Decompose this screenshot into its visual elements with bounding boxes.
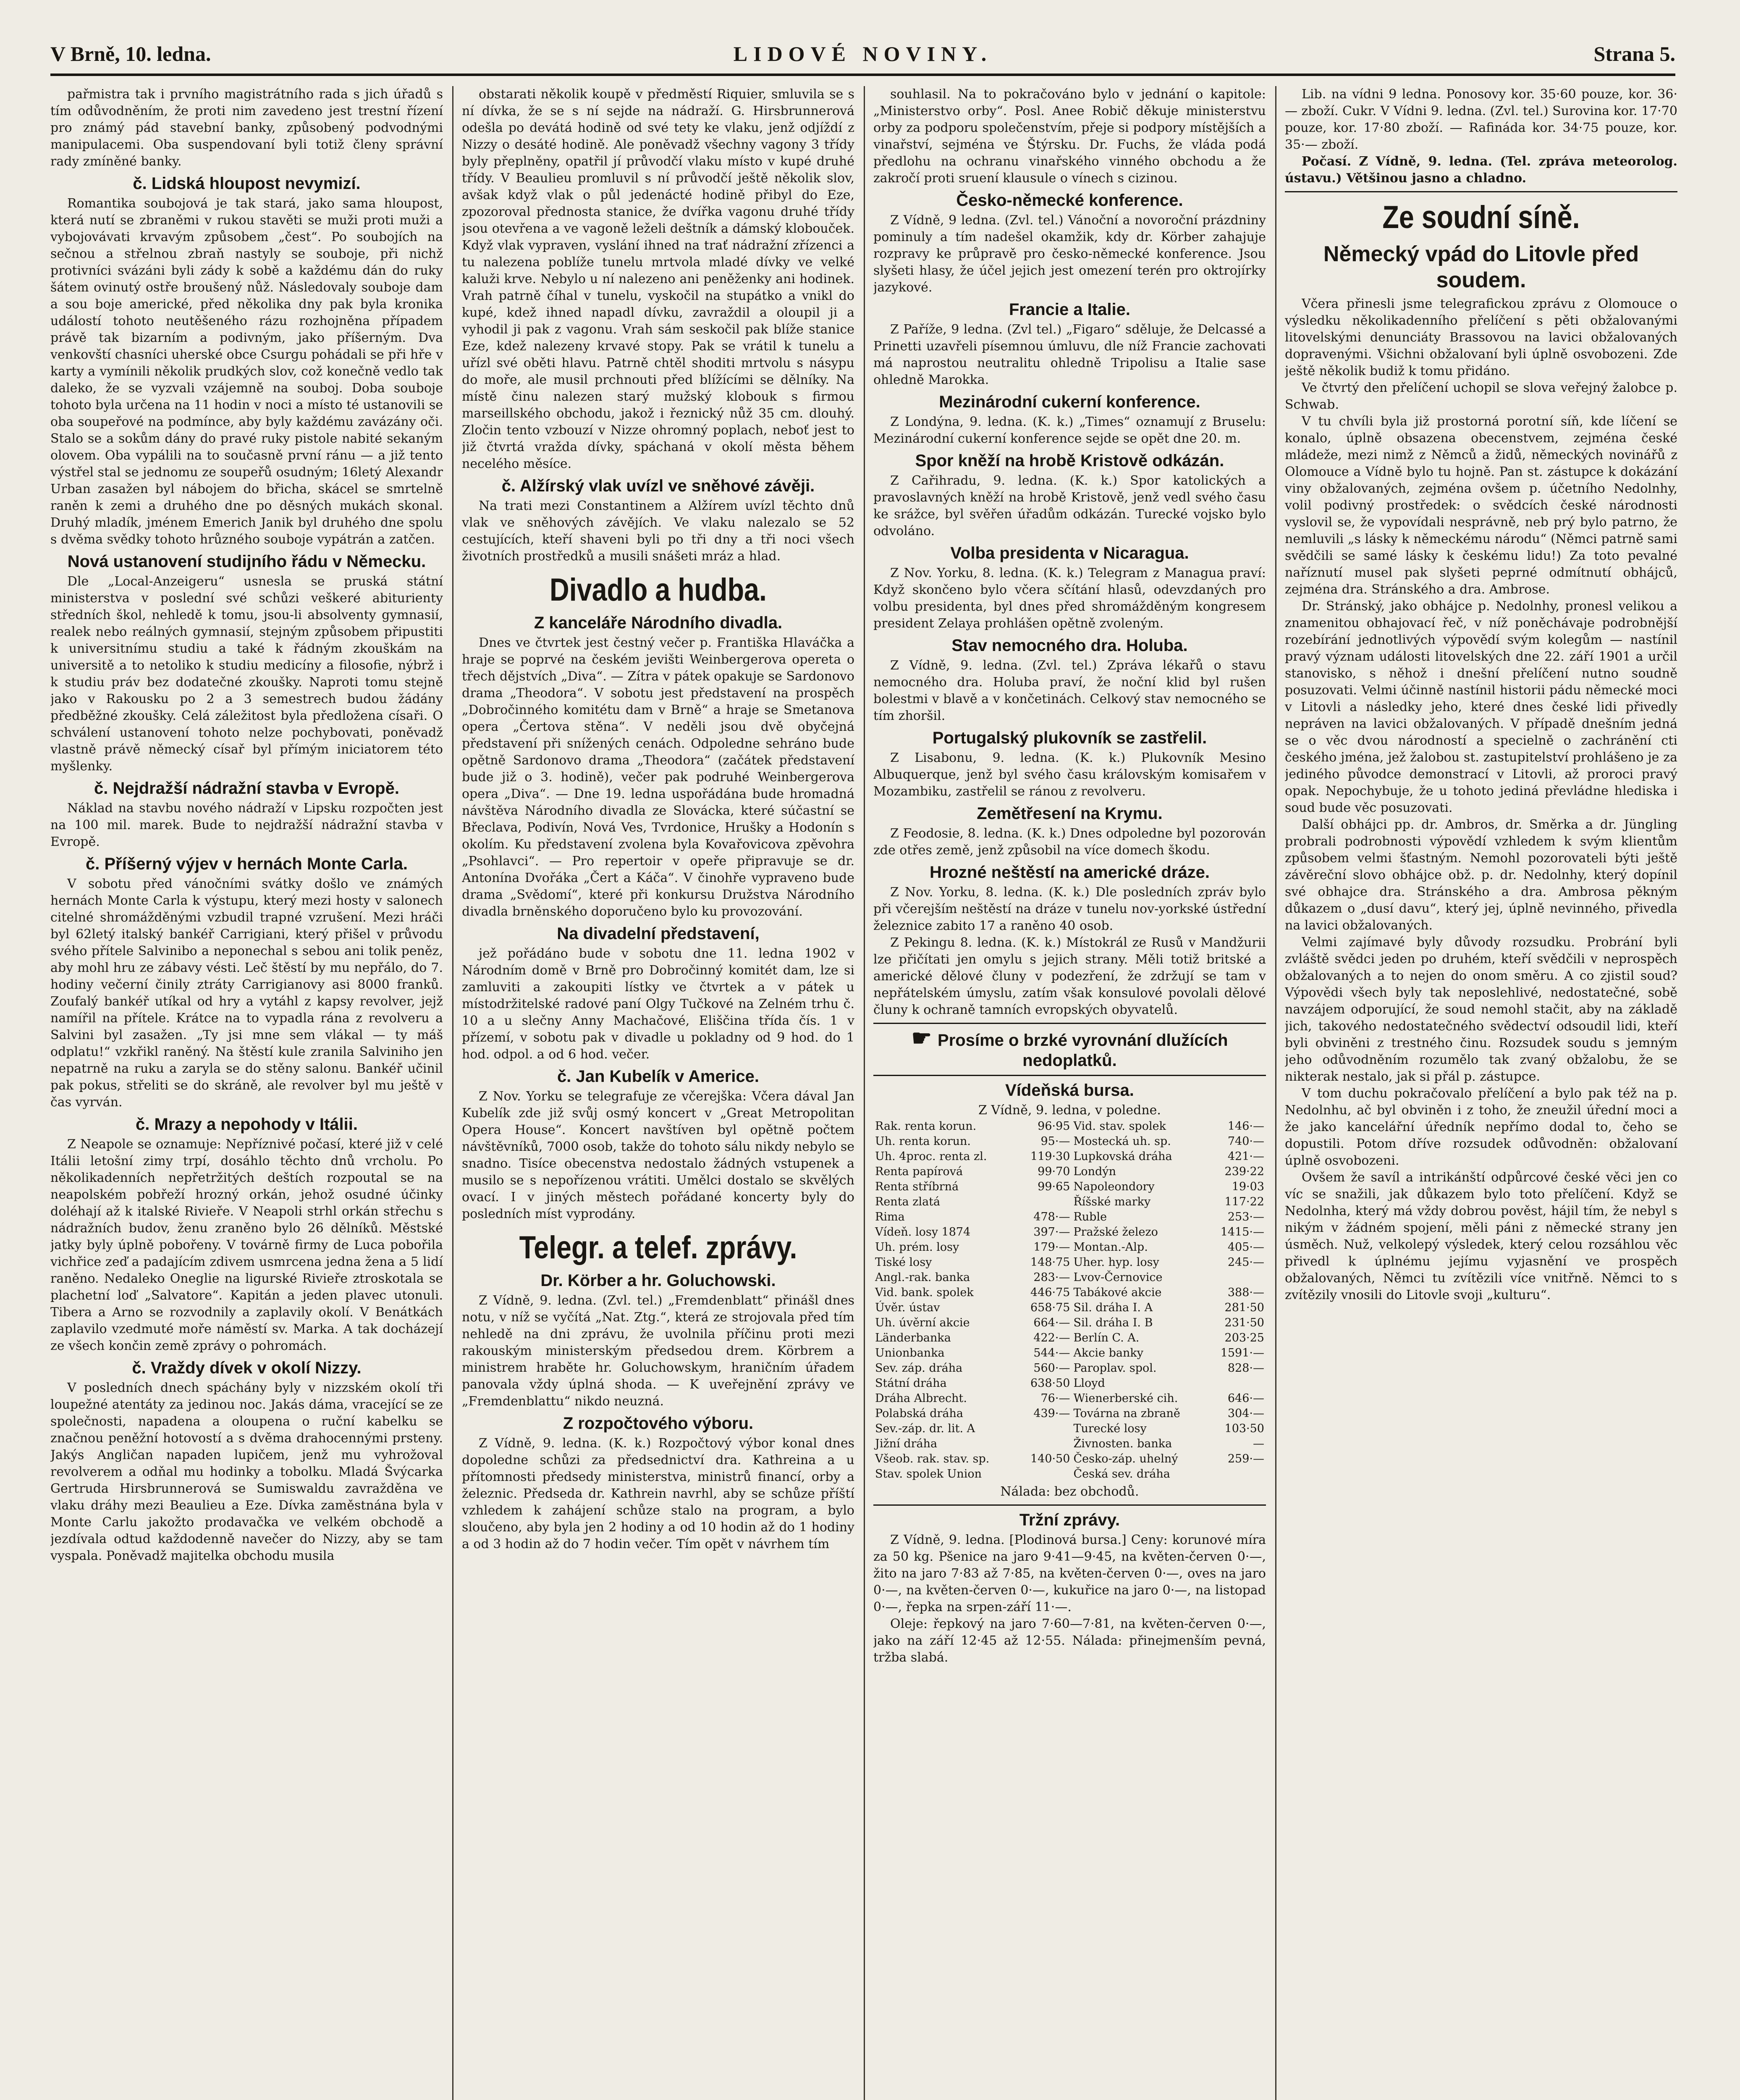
stock-name: Uh. prém. losy xyxy=(875,1241,959,1254)
stock-name: Dráha Albrecht. xyxy=(875,1392,967,1405)
article-paragraph: Z Neapole se oznamuje: Nepříznivé počasí, které již v celé Itálii letošní zimy trpí, dosáhlo těchto dnů vrcholu. Po několikadenních nepřetržitých deštích rozpoutal se na neapolském pobřeží hrozný orkán, jehož osudné účinky doléhají až k italské Rivieře. V Neapoli strhl orkán střechu s nádražních budov, ženu zraněno bylo 26 dělníků. Městské jatky byly úplně pobořeny. V továrně firmy de Luca pobořila vichřice zeď a padajícím zdivem usmrcena jedna žena a 5 lidí raněno. Nedaleko Oneglie na ligurské Rivieře ztroskotala se plachetní loď „Salvatore“. Kapitán a jeden plavec utonuli. Tibera a Arno se rozvodnily a zaplavily okolí. V Benátkách zaplavilo vzedmuté moře náměstí sv. Marka. A tak docházejí ze všech končin země zprávy o pohromách. xyxy=(50,1137,443,1353)
stock-name: Vid. bank. spolek xyxy=(875,1286,974,1299)
article-heading: č. Alžírský vlak uvízl ve sněhové závěji. xyxy=(501,477,815,495)
stock-row xyxy=(873,1270,1266,1285)
stock-name: Länderbanka xyxy=(875,1331,951,1344)
stock-row xyxy=(873,1164,1266,1179)
stock-name: Všeob. rak. stav. sp. xyxy=(875,1452,990,1465)
article-paragraph: V sobotu před vánočními svátky došlo ve známých hernách Monte Carla k výstupu, který mezi hosty v salonech citelné shromážděnými vzbudil trapné vzrušení. Mezi hráči byl 62letý italský bankéř Carrigiani, který přišel v průvodu svého přítele Salvinibo a neponechal s sebou ani tolik peněz, aby mohl hru ze zábavy vésti. Leč štěstí by mu nepřálo, do 7. hodiny večerní činily ztráty Carrigianovy asi 8000 franků. Zoufalý bankéř utíkal od hry a vytáhl z kapsy revolver, jejž namířil na přítele. Krátce na to vypadla rána z revolveru a Salvini byl zasažen. „Ty jsi mne sem vlákal — ty máš odplatu!“ vzkřikl raněný. Na štěstí kule zranila Salviniho jen nepatrně na ruku a zaryla se do stěny salonu. Bankéř učinil pak pokus, střeliti se do skráně, ale revolver byl mu ještě v čas vyrván. xyxy=(50,877,443,1110)
stock-name: Továrna na zbraně xyxy=(1073,1407,1180,1420)
article-paragraph: souhlasil. Na to pokračováno bylo v jednání o kapitole: „Ministerstvo orby“. Posl. Anee Robič děkuje ministerstvu orby za podporu společenstvím, přeje si podpory místějších a vinařství, sejména ve Štýrsku. Dr. Fuchs, že vláda podá předlohu na ochranu vinařského vinného obchodu a že zakročí proti sruení klausule o vínech s cizinou. xyxy=(873,87,1266,186)
stock-price: 19·03 xyxy=(1232,1180,1264,1193)
column-divider xyxy=(452,86,453,2100)
stock-name: Lvov-Černovice xyxy=(1073,1271,1163,1284)
article-paragraph: Z Feodosie, 8. ledna. (K. k.) Dnes odpoledne byl pozorován zde otřes země, jenž způsobil na více domech škodu. xyxy=(873,826,1266,858)
article-paragraph: Romantika soubojová je tak stará, jako sama hloupost, která nutí se zbraněmi v rukou stavěti se muži proti muži a vybojovávati krvavým způsobem „čest“. Po soubojích na sečnou a střelnou zbraň nastyly se souboje, při nichž protivníci svázáni byli zády k sobě a každému dán do ruky šátem ovinutý ostře broušený nůž. Následovaly souboje dam a sou boje americké, před několika dny pak byla kronika událostí tohoto neutěšeného rázu rozhojněna případem právě tak bizarním a podivným, jako příšerným. Dva venkovští chasníci uherské obce Csurgu pohádali se při hře v karty a vymínili několik prudkých slov, což konečně vedlo tak daleko, že se vyzvali vzájemně na souboj. Doba souboje tohoto byla určena na 11 hodin v noci a místo té ustanovili se oba soupeřové na podmínce, aby byly každému zavázány oči. Stalo se a sokům dány do pravé ruky pistole nabité sekaným olovem. Oba vypálili na to současně první ránu — a již tento výstřel stal se jednomu ze soupeřů osudným; 16letý Alexandr Urban zasažen byl nábojem do břicha, skácel se smrtelně raněn k zemi a druhého dne po děsných mukách skonal. Druhý mladík, jménem Emerich Janik byl druhého dne spolu s dvěma svědky tohoto hrůzného souboje vypátrán a zatčen. xyxy=(50,196,443,547)
article-paragraph: V tom duchu pokračovalo přelíčení a bylo pak též na p. Nedolnhu, ač byl obviněn i z toho, že zneužil úřední moci a že jako kancelářní úředník nepřímo dodal to, čeho se dopustili. Potom dříve rozsudek odůvodněn: obžalovaní úplně osvobozeni. xyxy=(1285,1086,1677,1168)
article-paragraph: Na trati mezi Constantinem a Alžírem uvízl těchto dnů vlak ve sněhových závějích. Ve vlaku nalezalo se 52 cestujících, kteří shaveni byli po tři dny a tři noci všech životních prostředků a musili snášeti mráz a hlad. xyxy=(462,499,854,564)
article-heading: Na divadelní představení, xyxy=(557,924,760,943)
page-header xyxy=(50,40,1675,76)
stock-row xyxy=(873,1406,1266,1421)
article-heading: č. Vraždy dívek v okolí Nizzy. xyxy=(132,1359,362,1377)
stock-price: 664·— xyxy=(1033,1316,1070,1329)
stock-name: Sil. dráha I. A xyxy=(1073,1301,1153,1314)
stock-price xyxy=(1019,1421,1072,1436)
article-paragraph: Dle „Local-Anzeigeru“ usnesla se pruská státní ministerstva v poslední své schůzi veškeré abiturienty středních škol, nehledě k tomu, jsou-li absolventy gymnasií, realek nebo reálných gymnasií, stejným způsobem připustiti k universitnímu studiu a také k řádným zkouškám na universitě a to netoliko k studiu medicíny a filosofie, nýbrž i k studiu práv bez dodatečné zkoušky. Naproti tomu stejně jako v Rakousku po 2 a 3 semestrech budou žádány předběžné zkoušky. Celá záležitost byla předložena císaři. O schválení ustanovení tohoto nelze pochybovati, poněvadž vlastně právě německý císař byl přímým iniciatorem této myšlenky. xyxy=(50,574,443,774)
stock-price: 544·— xyxy=(1033,1347,1070,1360)
stock-price: 421·— xyxy=(1227,1150,1264,1163)
stock-price: 231·50 xyxy=(1224,1316,1264,1329)
stock-row xyxy=(873,1255,1266,1270)
stock-name: Uher. hyp. losy xyxy=(1073,1256,1159,1269)
section-title-telegrams: Telegr. a telef. zprávy. xyxy=(519,1230,797,1265)
article-paragraph: Náklad na stavbu nového nádraží v Lipsku rozpočten jest na 100 mil. marek. Bude to nejdražší nádražní stavba v Evropě. xyxy=(50,801,443,849)
article-heading: č. Mrazy a nepohody v Itálii. xyxy=(135,1115,358,1134)
stock-price: 117·22 xyxy=(1224,1195,1264,1208)
stock-price xyxy=(1019,1194,1072,1210)
stock-row xyxy=(873,1179,1266,1194)
article-heading: Z kanceláře Národního divadla. xyxy=(534,614,783,632)
article-paragraph: Z Vídně, 9. ledna. (K. k.) Rozpočtový výbor konal dnes dopoledne schůzi za předsednictví dra. Kathreina a u přítomnosti předsedy ministerstva, ministrů financí, orby a železnic. Předseda dr. Kathrein navrhl, aby se schůze příští vzhledem k zahájení schůze stalo na program, a bylo sloučeno, aby byla jen 2 hodiny a od 10 hodin až do 1 hodiny a od 3 hodin až do 7 hodin večer. Tím opět v návrhem tím xyxy=(462,1436,854,1551)
notice-text: Prosíme o brzké vyrovnání dlužících nedoplatků. xyxy=(938,1031,1228,1070)
stock-row xyxy=(873,1346,1266,1361)
stock-name: Berlín C. A. xyxy=(1073,1331,1140,1344)
stock-name: Montan.-Alp. xyxy=(1073,1241,1148,1254)
stock-price xyxy=(1019,1436,1072,1452)
column-1 xyxy=(50,86,443,2100)
stock-price: 1415·— xyxy=(1220,1226,1264,1239)
stock-name: Napoleondory xyxy=(1073,1180,1155,1193)
article-paragraph: Z Nov. Yorku, 8. ledna. (K. k.) Telegram z Managua praví: Když skončeno bylo včera sčítání hlasů, odevzdaných pro volbu presidenta, byl dnes před shromážděným kongresem president Zelaya prohlášen opětně zvoleným. xyxy=(873,566,1266,631)
article-paragraph: Oleje: řepkový na jaro 7·60—7·81, na květen-červen 0·—, jako na září 12·45 až 12·55. Nálada: přinejmenším pevná, tržba slabá. xyxy=(873,1617,1266,1665)
header-date: V Brně, 10. ledna. xyxy=(50,42,211,66)
stock-row xyxy=(873,1285,1266,1300)
article-paragraph: obstarati několik koupě v předměstí Riquier, smluvila se s ní dívka, že se s ní sejde na nádraží. G. Hirsbrunnerová odešla po devátá hodině od své tety ke vlaku, jenž odjíždí z Nizzy o desáté hodině. Ale poněvadž všechny vagony 3 třídy byly přeplněny, opatřil jí průvodčí vlaku místo v kupé druhé třídy. V Beaulieu promluvil s ní průvodčí ještě několik slov, avšak když vlak o půl jedenácté hodině přibyl do Eze, zpozoroval přednosta stanice, že dvířka vagonu druhé třídy jsou otevřena a ve vagoně leželi deštník a dámský klobouček. Když vlak vypraven, vyslání ihned na trať nádražní zřízenci a tu nalezena poblíže tunelu mrtvola mladé dívky ve velké kaluži krve. Nebylo u ní nalezeno ani peněženky ani hodinek. Vrah patrně číhal v tunelu, vyskočil na stupátko a vnikl do kupé, kdež ihned napadl dívku, zavraždil a oloupil ji a vyhodil ji pak z vagonu. Vrah sám seskočil pak blíže stanice Eze, kdež nalezeny krvavé stopy. Pak se vrátil k tunelu a uřízl své oběti hlavu. Patrně chtěl shoditi mrtvolu s násypu do moře, ale musil prchnouti před blížícími se dělníky. Na místě činu nalezen starý mužský klobouk s firmou marseillského obchodu, jakož i řeznický nůž 35 cm. dlouhý. Zločin tento vzbouzí v Nizze ohromný poplach, neboť jest to již čtvrtá vražda dívky, spáchaná v okolí města během necelého měsíce. xyxy=(462,87,854,471)
stock-price xyxy=(1019,1467,1072,1482)
divider xyxy=(873,1504,1266,1506)
stock-name: Česko-záp. uhelný xyxy=(1073,1452,1178,1465)
stock-name: Lloyd xyxy=(1073,1377,1105,1390)
stock-price: 304·— xyxy=(1227,1407,1264,1420)
article-paragraph: Z Pekingu 8. ledna. (K. k.) Místokrál ze Rusů v Mandžurii lze přičítati jen omylu s jejich strany. Měli totiž britské a americké dělové čluny v podezření, že zdržují se tam v nepřátelském úmyslu, zatím však konsulové povolali dělové čluny k ochraně tamních evropských obyvatelů. xyxy=(873,935,1266,1017)
stock-price: 439·— xyxy=(1033,1407,1070,1420)
article-paragraph: Lib. na vídni 9 ledna. Ponosovy kor. 35·60 pouze, kor. 36·— zboží. Cukr. V Vídni 9. ledna. (Zvl. tel.) Surovina kor. 17·70 pouze, kor. 17·80 zboží. — Rafináda kor. 34·75 pouze, kor. 35·— zboží. xyxy=(1285,87,1677,152)
stock-row xyxy=(873,1467,1266,1482)
stock-name: Polabská dráha xyxy=(875,1407,964,1420)
stock-price: 658·75 xyxy=(1030,1301,1070,1314)
article-heading: Portugalský plukovník se zastřelil. xyxy=(932,729,1207,747)
article-paragraph: V posledních dnech spáchány byly v nizzském okolí tři loupežné atentáty za jedinou noc. Jakás dáma, vracející se ze společnosti, napadena a oloupena o ruční kabelku se značnou peněžní hotovostí a s dvěma drahocennými prsteny. Jakýs Angličan napaden lupičem, jenž mu vyhrožoval revolverem a odňal mu hodinky a tobolku. Mladá Švýcarka Gertruda Hirsbrunnerová se Sumiswaldu zavražděna ve vlaku dráhy mezi Beaulieu a Eze. Dívka zaměstnána byla v Monte Carlu jakožto prodavačka ve velkém obchodě a jezdívala odtud každodenně navečer do Nizzy, aby se tam vyspala. Poněvadž majitelka obchodu musila xyxy=(50,1381,443,1563)
column-divider xyxy=(864,86,865,2100)
stock-price: 388·— xyxy=(1227,1286,1264,1299)
stock-name: Wienerberské cih. xyxy=(1073,1392,1178,1405)
stock-price: 397·— xyxy=(1033,1226,1070,1239)
stock-row xyxy=(873,1452,1266,1467)
stock-price xyxy=(1208,1376,1266,1391)
stock-price: 146·— xyxy=(1227,1120,1264,1133)
stock-row xyxy=(873,1436,1266,1452)
article-heading: č. Příšerný výjev v hernách Monte Carla. xyxy=(85,855,408,873)
stock-name: Rima xyxy=(875,1210,905,1223)
stock-name: Státní dráha xyxy=(875,1377,947,1390)
article-paragraph: Ve čtvrtý den přelíčení uchopil se slova veřejný žalobce p. Schwab. xyxy=(1285,381,1677,412)
stock-price xyxy=(1208,1467,1266,1482)
article-heading: č. Lidská hloupost nevymizí. xyxy=(133,174,361,193)
stock-row xyxy=(873,1119,1266,1134)
stock-row xyxy=(873,1149,1266,1164)
stock-name: Angl.-rak. banka xyxy=(875,1271,970,1284)
article-heading: Stav nemocného dra. Holuba. xyxy=(951,636,1188,655)
market-mood: Nálada: bez obchodů. xyxy=(1000,1484,1139,1499)
stock-price: 638·50 xyxy=(1030,1377,1070,1390)
article-heading: Hrozné neštěstí na americké dráze. xyxy=(930,863,1210,882)
article-paragraph: Včera přinesli jsme telegrafickou zprávu z Olomouce o výsledku několikadenního přelíčení s pěti obžalovanými litovelskými denunciáty Brassovou na lavici obžalovaných dopravenými. Všichni obžalovaní byli úplně osvobozeni. Zde ještě několik budiž k tomu přidáno. xyxy=(1285,297,1677,378)
stock-name: Vid. stav. spolek xyxy=(1073,1120,1166,1133)
stock-price: 646·— xyxy=(1227,1392,1264,1405)
article-heading: Česko-německé konference. xyxy=(956,191,1183,210)
stock-name: Česká sev. dráha xyxy=(1073,1467,1170,1480)
stock-name: Akcie banky xyxy=(1073,1347,1144,1360)
stock-price: 1591·— xyxy=(1220,1347,1264,1360)
weather-report: Počasí. Z Vídně, 9. ledna. (Tel. zpráva meteorolog. ústavu.) Většinou jasno a chladno. xyxy=(1285,154,1677,186)
column-4 xyxy=(1285,86,1677,2100)
stock-price: 478·— xyxy=(1033,1210,1070,1223)
stock-name: Renta stříbrná xyxy=(875,1180,959,1193)
column-divider xyxy=(1275,86,1276,2100)
stock-name: Unionbanka xyxy=(875,1347,945,1360)
stock-name: Uh. úvěrní akcie xyxy=(875,1316,970,1329)
stock-price: 740·— xyxy=(1227,1135,1264,1148)
stock-row xyxy=(873,1240,1266,1255)
stock-name: Sev.-záp. dr. lit. A xyxy=(875,1422,975,1435)
column-3 xyxy=(873,86,1266,2100)
stock-price: 119·30 xyxy=(1030,1150,1070,1163)
article-heading: Volba presidenta v Nicaragua. xyxy=(950,544,1189,562)
stock-name: Londýn xyxy=(1073,1165,1116,1178)
stock-name: Tabákové akcie xyxy=(1073,1286,1162,1299)
stock-name: Stav. spolek Union xyxy=(875,1467,982,1480)
article-heading: Spor kněží na hrobě Kristově odkázán. xyxy=(915,452,1224,470)
article-heading: č. Jan Kubelík v Americe. xyxy=(557,1067,759,1086)
section-title-theatre: Divadlo a hudba. xyxy=(550,572,767,608)
bourse-title: Vídeňská bursa. xyxy=(1005,1081,1134,1100)
stock-name: Sil. dráha I. B xyxy=(1073,1316,1153,1329)
article-paragraph: Z Vídně, 9. ledna. (Zvl. tel.) „Fremdenblatt“ přinášl dnes notu, v níž se vyčítá „Nat. Ztg.“, která ze strojovala před tím nehledě na dni zprávu, že uvolnila příčinu proti mezi rakouským ministerským předsedou drem. Körbrem a ministrem hraběte hr. Goluchowskym, hraničním úřadem panovala vždy úplná shoda. — K uveřejnění zprávy ve „Fremdenblattu“ nikdo neuzná. xyxy=(462,1293,854,1409)
stock-price: 259·— xyxy=(1227,1452,1264,1465)
stock-price: 103·50 xyxy=(1224,1422,1264,1435)
stock-name: Živnosten. banka xyxy=(1073,1437,1172,1450)
article-heading: Mezinárodní cukerní konference. xyxy=(939,393,1200,411)
article-paragraph: Z Vídně, 9. ledna. [Plodinová bursa.] Ceny: korunové míra za 50 kg. Pšenice na jaro 9·41—9·45, na květen-červen 0·—, žito na jaro 7·83 až 7·85, na květen-červen 0·—, oves na jaro 0·—, na květen-červen 0·—, kukuřice na jaro 0·—, na listopad 0·—, řepka na srpen-září 11·—. xyxy=(873,1533,1266,1614)
stock-row xyxy=(873,1376,1266,1391)
article-paragraph: Z Nov. Yorku se telegrafuje ze včerejška: Včera dával Jan Kubelík zde již svůj osmý koncert v „Great Metropolitan Opera House“. Koncert navštíven byl opětně počtem návštěvníků, 7000 osob, takže do tohoto sálu nikdy nebylo se snadno. Tisíce obecenstva nedostalo žádných vstupenek a musilo se s nepořízenou vrátiti. Umělci dostalo se skvělých ovací. I v jiných městech pořádané koncerty byly do posledních míst vyprodány. xyxy=(462,1089,854,1221)
article-paragraph: Z Vídně, 9. ledna. (Zvl. tel.) Zpráva lékařů o stavu nemocného dra. Holuba praví, že noční klid byl rušen bolestmi v blavě a v končetinách. Celkový stav nemocného se tím zhoršil. xyxy=(873,658,1266,723)
stock-price: 422·— xyxy=(1033,1331,1070,1344)
stock-price: 239·22 xyxy=(1224,1165,1264,1178)
stock-name: Renta papírová xyxy=(875,1165,963,1178)
stock-name: Mostecká uh. sp. xyxy=(1073,1135,1171,1148)
stock-price: 560·— xyxy=(1033,1362,1070,1375)
stock-row xyxy=(873,1225,1266,1240)
article-heading: Německý vpád do Litovle před soudem. xyxy=(1323,242,1639,292)
stock-price: 203·25 xyxy=(1224,1331,1264,1344)
article-heading: č. Nejdražší nádražní stavba v Evropě. xyxy=(94,779,399,798)
stock-price: 76·— xyxy=(1040,1392,1070,1405)
article-heading: Francie a Italie. xyxy=(1009,300,1131,319)
article-paragraph: pařmistra tak i prvního magistrátního rada s jich úřadů s tím odůvodněním, že proti nim zavedeno jest trestní řízení pro známý pád stavební banky, způsobený podvodnými manipulacemi. Oba suspendovaní byli totiž členy správní rady zmíněné banky. xyxy=(50,87,443,169)
stock-row xyxy=(873,1331,1266,1346)
article-heading: Zemětřesení na Krymu. xyxy=(977,804,1163,823)
article-paragraph: V tu chvíli byla již prostorná porotní síň, kde líčení se konalo, úplně obsazena obecenstvem, zejména české mládeže, mezi nimž z Němců a židů, německých novinářů z Olomouce a Vídně bylo tu hojně. Pan st. zástupce k dokázání viny obžalovaných, zejména ovšem p. účetního Nedolnhy, volil podivný prostředek: o svědcích české národnosti vyslovil se, že vypovídali nesprávně, neb prý bylo patrno, že nemluvili „s lásky k německému národu“ (Němci patrně sami svědčili se samé lásky k českému lidu!) Za toto pevalné naříznutí musel pak slyšeti peprné odmítnutí obhájců, zejména dra. Stránského a dra. Ambrose. xyxy=(1285,414,1677,597)
stock-name: Tiské losy xyxy=(875,1256,932,1269)
stock-name: Ruble xyxy=(1073,1210,1107,1223)
section-title-court: Ze soudní síně. xyxy=(1382,200,1580,235)
article-paragraph: Z Nov. Yorku, 8. ledna. (K. k.) Dle posledních zpráv bylo při včerejším neštěstí na dráze v tunelu nov-yorkské ústřední železnice zabito 17 a raněno 40 osob. xyxy=(873,885,1266,933)
stock-price: 405·— xyxy=(1227,1241,1264,1254)
grain-market-title: Tržní zprávy. xyxy=(1019,1511,1120,1529)
article-heading: Dr. Körber a hr. Goluchowski. xyxy=(540,1271,776,1290)
stock-name: Lupkovská dráha xyxy=(1073,1150,1172,1163)
stock-price: 446·75 xyxy=(1030,1286,1070,1299)
stock-row xyxy=(873,1315,1266,1331)
stock-name: Úvěr. ústav xyxy=(875,1301,940,1314)
stock-price: 96·95 xyxy=(1038,1120,1070,1133)
column-2 xyxy=(462,86,854,2100)
article-paragraph: Další obhájci pp. dr. Ambros, dr. Směrka a dr. Jüngling probrali podrobnosti výpovědí vzhledem k svým klientům způsobem velmi šťastným. Nemohl pozorovateli býti ještě závěreční slovo obhájce obž. p. dr. Nedolnhy, který dopínil své obhajce dra. Stránského a dra. Ambrosa pěkným důkazem o „dusí davu“, který jej, úplně nevinného, přivedla na lavici obžalovaných. xyxy=(1285,817,1677,933)
stock-row xyxy=(873,1421,1266,1436)
stock-price: 253·— xyxy=(1227,1210,1264,1223)
stock-name: Turecké losy xyxy=(1073,1422,1147,1435)
payment-notice xyxy=(873,1023,1266,1076)
pointing-hand-icon: ☛ xyxy=(911,1026,932,1051)
stock-name: Renta zlatá xyxy=(875,1195,941,1208)
stock-name: Uh. renta korun. xyxy=(875,1135,971,1148)
article-paragraph: Z Lisabonu, 9. ledna. (K. k.) Plukovník Mesino Albuquerque, jenž byl svého času královským komisařem v Mozambiku, zastřelil se ránou z revolveru. xyxy=(873,751,1266,799)
stock-row xyxy=(873,1391,1266,1406)
stock-name: Pražské železo xyxy=(1073,1226,1158,1239)
stock-price: 283·— xyxy=(1033,1271,1070,1284)
stock-price: 99·65 xyxy=(1038,1180,1070,1193)
article-heading: Z rozpočtového výboru. xyxy=(563,1414,754,1433)
article-paragraph: Z Londýna, 9. ledna. (K. k.) „Times“ oznamují z Bruselu: Mezinárodní cukerní konference sejde se opět dne 20. m. xyxy=(873,415,1266,446)
stock-table xyxy=(873,1119,1266,1482)
stock-name: Rak. renta korun. xyxy=(875,1120,977,1133)
stock-name: Říšské marky xyxy=(1073,1195,1151,1208)
stock-price: 245·— xyxy=(1227,1256,1264,1269)
stock-row xyxy=(873,1300,1266,1315)
stock-price: 140·50 xyxy=(1030,1452,1070,1465)
article-paragraph: Dr. Stránský, jako obhájce p. Nedolnhy, pronesl velikou a znamenitou obhajovací řeč, v níž poněchávaje podrobnější rozebírání jednotlivých výpovědí svým kolegům — nastínil pravý význam události litovelských dne 22. září 1901 a určil stanovisko, s něhož i dnešní přelíčení nutno soudně posuzovati. Velmi účinně nastínil historii pádu německé moci v Litovli a následky jeho, které dnes české lidi přivedly nepráven na lavici obžalovaných. V případě dnešním jedná se o věc dvou národností a specielně o zachránění cti českého jména, jež žalobou st. zastupitelství prohlášeno je za jediného původce demonstrací v Litovli, až proroci pravý opak. Nepochybuje, že u tohoto jediná převládne hlediska i soud bude věc posuzovati. xyxy=(1285,599,1677,815)
divider xyxy=(1285,191,1677,192)
stock-row xyxy=(873,1361,1266,1376)
stock-price: 281·50 xyxy=(1224,1301,1264,1314)
bourse-date: Z Vídně, 9. ledna, v poledne. xyxy=(978,1103,1161,1118)
article-heading: Nová ustanovení studijního řádu v Německu. xyxy=(67,552,426,571)
stock-price: 95·— xyxy=(1040,1135,1070,1148)
stock-price: 99·70 xyxy=(1038,1165,1070,1178)
article-paragraph: jež pořádáno bude v sobotu dne 11. ledna 1902 v Národním domě v Brně pro Dobročinný komitét dam, lze si zamluviti a zakoupiti lístky ve čtvrtek a v pátek u místodržitelské radové paní Olgy Tučkové na Zelném trhu č. 10 a u slečny Anny Machačové, Eliščina třída čís. 1 v přízemí, v sobotu pak v divadle u pokladny od 9 hod. do 1 hod. odpol. a od 6 hod. večer. xyxy=(462,946,854,1062)
page-number: Strana 5. xyxy=(1593,42,1675,66)
stock-price xyxy=(1208,1270,1266,1285)
stock-name: Vídeň. losy 1874 xyxy=(875,1226,971,1239)
article-paragraph: Z Cařihradu, 9. ledna. (K. k.) Spor katolických a pravoslavných kněží na hrobě Kristově, jenž vedl svého času ke srážce, byl svěřen úřadům odkázán. Turecké vojsko bylo odvoláno. xyxy=(873,473,1266,538)
stock-name: Paroplav. spol. xyxy=(1073,1362,1157,1375)
stock-row xyxy=(873,1134,1266,1149)
stock-row xyxy=(873,1194,1266,1210)
newspaper-title: LIDOVÉ NOVINY. xyxy=(733,42,993,66)
article-paragraph: Dnes ve čtvrtek jest čestný večer p. Františka Hlaváčka a hraje se poprvé na českém jevišti Weinbergerova opereta o třech dějstvích „Diva“. — Zítra v pátek opakuje se Sardonovo drama „Theodora“. V sobotu jest představení na prospěch „Dobročinného komitétu dam v Brně“ a hraje se Smetanova opera „Čertova stěna“. V neděli jsou dvě obyčejná představení při snížených cenách. Odpoledne sehráno bude opětně Sardonovo drama „Theodora“ (začátek představení bude již o 3. hodině), večer pak podruhé Weinbergerova opera „Diva“. — Dne 19. ledna uspořádána bude hromadná návštěva Národního divadla ze Slovácka, které súčastní se Břeclava, Podivín, Nová Ves, Tvrdonice, Hrušky a Hodonín s okolím. Ku představení zvolena byla Kovařovicova zpěvohra „Psohlavci“. — Pro repertoir v opeře připravuje se dr. Antonína Dvořáka „Čert a Káča“. V činohře vypraveno bude drama „Svědomí“, které při konkursu Družstva Národního divadla brněnského doporučeno bylo ku provozování. xyxy=(462,635,854,919)
stock-price: — xyxy=(1253,1437,1264,1450)
article-paragraph: Z Vídně, 9 ledna. (Zvl. tel.) Vánoční a novoroční prázdniny pominuly a tím nadešel okamžik, kdy dr. Körber zahajuje rozpravy ke průpravě pro česko-německé konference. Jsou slyšeti hlasy, že účel jejich jest omezení terén pro oktrojírky jazykové. xyxy=(873,213,1266,295)
article-paragraph: Velmi zajímavé byly důvody rozsudku. Probrání byli zvláště svědci jeden po druhém, kteří svědčili v neprospěch obžalovaných a to nejen do onom směru. A co zjistil soud? Výpovědi všech byly tak neposlehlivé, nedostatečné, sobě navzájem odporující, že soud nemohl stačit, aby na základě jich, takového nedostatečného svědectví odsoudil lidi, kteří byli obviněni z trestného činu. Rozsudek soudu s jemným jeho odůvodněním rozumělo tak zvaný obžalobu, že se nikterak nestalo, jak si přál p. zástupce. xyxy=(1285,935,1677,1084)
stock-price: 179·— xyxy=(1033,1241,1070,1254)
stock-price: 828·— xyxy=(1227,1362,1264,1375)
article-paragraph: Ovšem že savíl a intrikánští odpůrcové české věci jen co víc se snažili, jak důkazem bylo toto přelíčení. Když se Nedolnha, který má vždy dobrou pověst, hájil tím, že nebyl s nikým v žádném spojení, měli páni z německé strany jen úsměch. Nuž, velkolepý výsledek, který celou rozsáhlou věc přivedl k úplnému jejímu vyjasnění ve prospěch obžalovaných, Němci tu zvítězili více vnitřně. Němci to s zvítězily vnosili do Litovle svoji „kulturu“. xyxy=(1285,1170,1677,1302)
stock-name: Jižní dráha xyxy=(875,1437,938,1450)
stock-row xyxy=(873,1210,1266,1225)
stock-name: Sev. záp. dráha xyxy=(875,1362,963,1375)
article-paragraph: Z Paříže, 9 ledna. (Zvl tel.) „Figaro“ sděluje, že Delcassé a Prinetti uzavřeli písemnou úmluvu, dle níž Francie zachovati má naprostou neutralitu ohledně Tripolisu a Italie sase ohledně Marokka. xyxy=(873,322,1266,387)
stock-name: Uh. 4proc. renta zl. xyxy=(875,1150,987,1163)
stock-price: 148·75 xyxy=(1030,1256,1070,1269)
